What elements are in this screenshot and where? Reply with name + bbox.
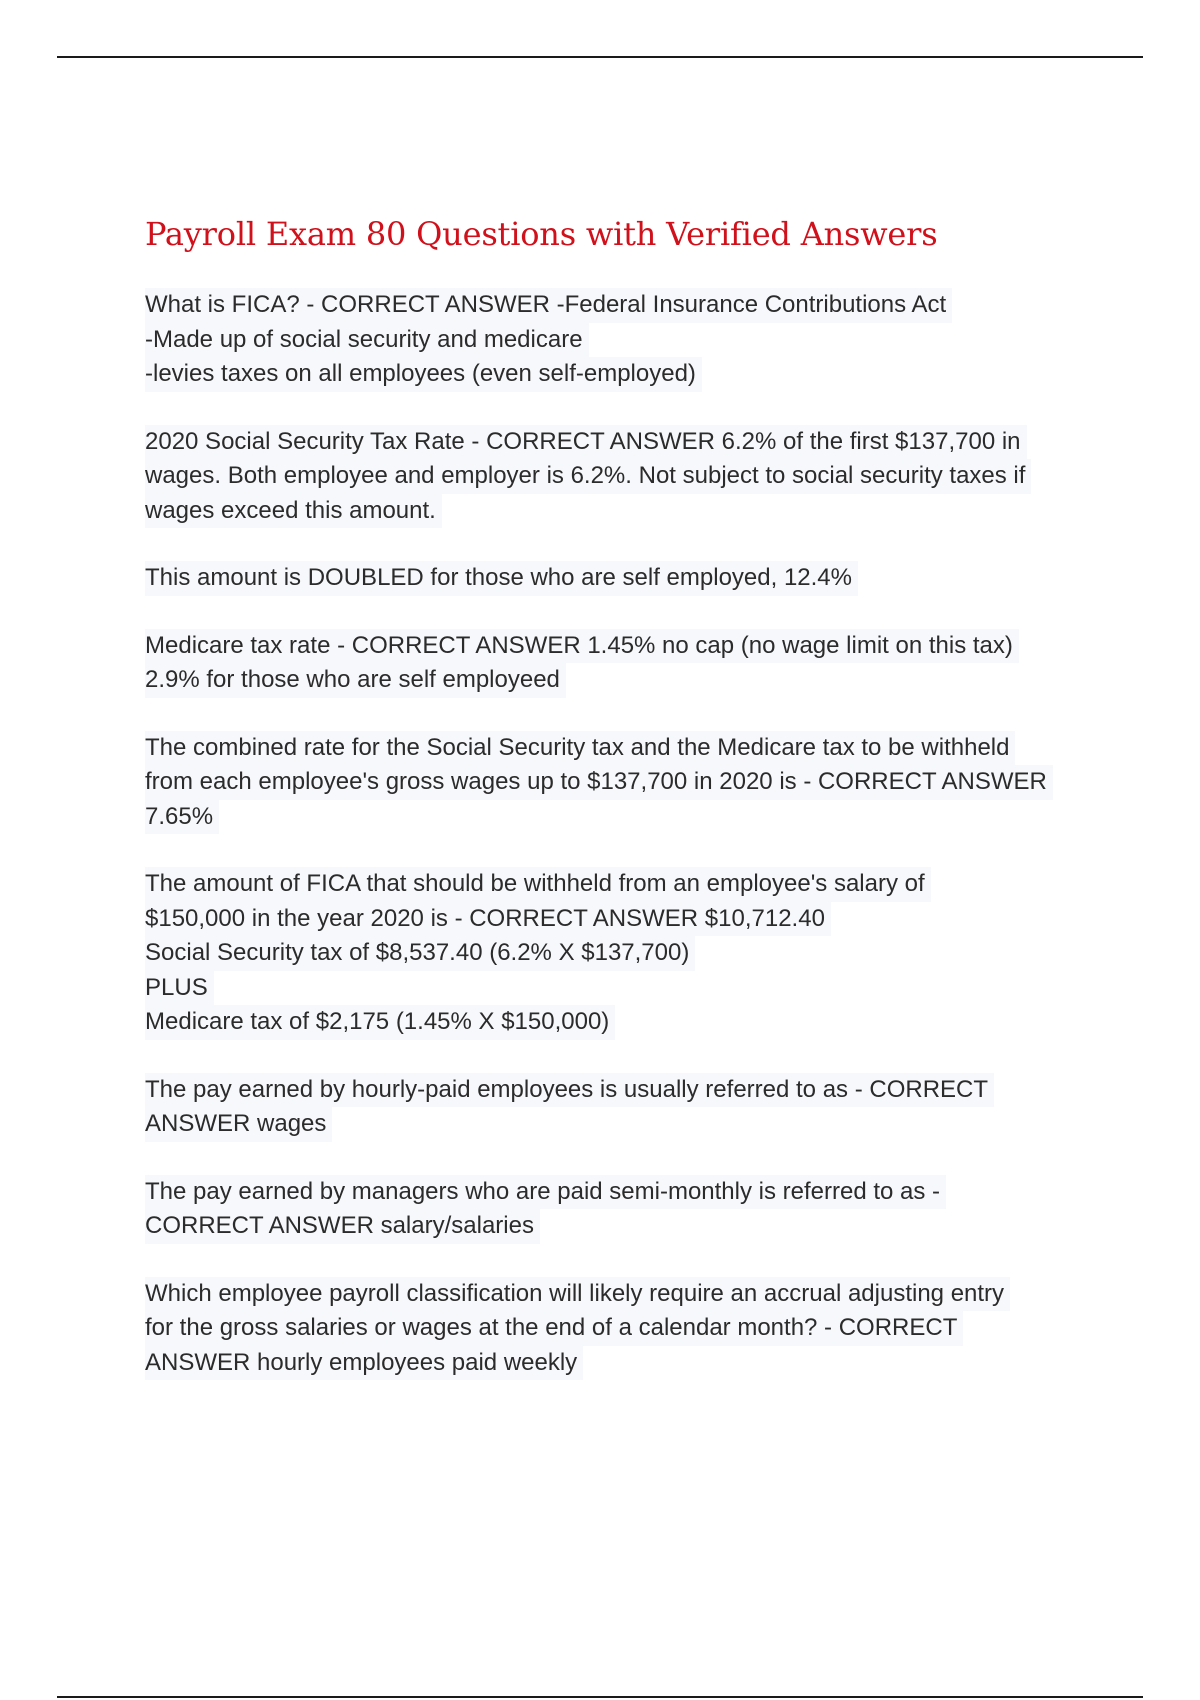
- qa-line: ANSWER hourly employees paid weekly: [145, 1346, 583, 1381]
- qa-line: Social Security tax of $8,537.40 (6.2% X $137,700): [145, 936, 695, 971]
- qa-line: PLUS: [145, 971, 214, 1006]
- qa-block-fica-amount: [145, 867, 1095, 1040]
- qa-line: The pay earned by hourly-paid employees is usually referred to as - CORRECT: [145, 1073, 994, 1108]
- qa-line: Medicare tax of $2,175 (1.45% X $150,000): [145, 1005, 615, 1040]
- header-rule: [57, 56, 1143, 58]
- qa-line: The amount of FICA that should be withheld from an employee's salary of: [145, 867, 931, 902]
- qa-line: Medicare tax rate - CORRECT ANSWER 1.45% no cap (no wage limit on this tax): [145, 629, 1019, 664]
- qa-block-social-security-rate: [145, 425, 1095, 529]
- qa-block-accrual-classification: [145, 1277, 1095, 1381]
- qa-line: $150,000 in the year 2020 is - CORRECT ANSWER $10,712.40: [145, 902, 831, 937]
- qa-line: Which employee payroll classification will likely require an accrual adjusting entry: [145, 1277, 1010, 1312]
- qa-line: 2020 Social Security Tax Rate - CORRECT ANSWER 6.2% of the first $137,700 in: [145, 425, 1027, 460]
- qa-line: -levies taxes on all employees (even self-employed): [145, 357, 702, 392]
- qa-line: What is FICA? - CORRECT ANSWER -Federal Insurance Contributions Act: [145, 288, 952, 323]
- document-body: [145, 212, 1095, 1413]
- qa-line: for the gross salaries or wages at the end of a calendar month? - CORRECT: [145, 1311, 963, 1346]
- qa-line: wages. Both employee and employer is 6.2%. Not subject to social security taxes if: [145, 459, 1031, 494]
- document-title: Payroll Exam 80 Questions with Verified Answers: [145, 215, 938, 253]
- qa-line: CORRECT ANSWER salary/salaries: [145, 1209, 540, 1244]
- qa-line: The combined rate for the Social Security tax and the Medicare tax to be withheld: [145, 731, 1015, 766]
- footer-rule: [57, 1696, 1143, 1698]
- qa-line: 2.9% for those who are self employeed: [145, 663, 566, 698]
- qa-block-manager-pay: [145, 1175, 1095, 1244]
- qa-line: ANSWER wages: [145, 1107, 332, 1142]
- qa-block-fica: [145, 288, 1095, 392]
- qa-line: The pay earned by managers who are paid semi-monthly is referred to as -: [145, 1175, 946, 1210]
- qa-line: This amount is DOUBLED for those who are self employed, 12.4%: [145, 561, 858, 596]
- qa-line: from each employee's gross wages up to $137,700 in 2020 is - CORRECT ANSWER: [145, 765, 1053, 800]
- qa-block-self-employed-note: [145, 561, 1095, 596]
- qa-block-medicare-rate: [145, 629, 1095, 698]
- qa-block-combined-rate: [145, 731, 1095, 835]
- qa-block-hourly-pay: [145, 1073, 1095, 1142]
- qa-line: -Made up of social security and medicare: [145, 323, 589, 358]
- qa-line: wages exceed this amount.: [145, 494, 442, 529]
- qa-line: 7.65%: [145, 800, 219, 835]
